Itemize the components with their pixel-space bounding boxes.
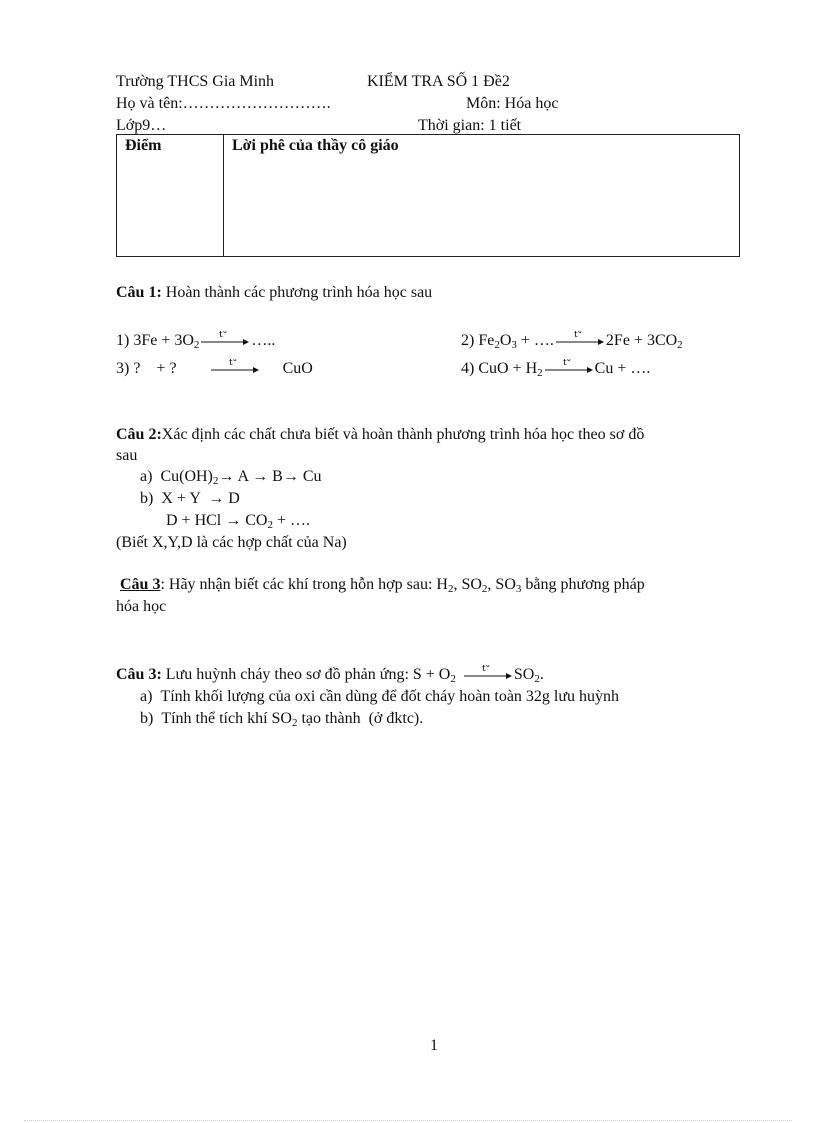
q2-a-label: a) [140, 468, 153, 485]
q4-text-b: SO [513, 666, 535, 683]
q4-sub2: 2 [534, 673, 540, 685]
q4-part-b [140, 709, 423, 729]
eq4-left: CuO + H [478, 360, 538, 377]
q1-prompt [116, 283, 432, 303]
q2-b-eq2-sub: 2 [267, 519, 273, 531]
test-title: KIỂM TRA SỐ 1 Đề2 [367, 73, 510, 90]
q4-label: Câu 3: [116, 666, 162, 683]
q1-eq1 [116, 331, 275, 351]
q1-text: Hoàn thành các phương trình hóa học sau [165, 284, 433, 301]
q3-text-d: bằng phương pháp [521, 576, 645, 593]
eq2-right: 2Fe + 3CO [605, 332, 678, 349]
heat-mark: t° [219, 331, 228, 340]
name-label: Họ và tên:………………………. [116, 95, 331, 112]
q1-eq3 [116, 359, 313, 379]
q3-text-c: , SO [487, 576, 516, 593]
reaction-arrow-icon [556, 331, 604, 347]
subject-label: Môn: Hóa học [466, 95, 559, 112]
eq1-sub: 2 [193, 339, 200, 351]
q3-label: Câu 3 [120, 576, 161, 593]
eq3-num: 3) [116, 360, 130, 377]
q4-text-c: . [539, 666, 544, 683]
q4-prompt [116, 665, 544, 685]
q2-b-eq2a: D + HCl → CO [166, 512, 268, 529]
eq3-left: ? + ? [133, 360, 177, 377]
eq2-right-sub: 2 [677, 339, 683, 351]
q4-text-a: Lưu huỳnh cháy theo sơ đồ phản ứng: S + O [165, 666, 451, 683]
score-header: Điểm [125, 137, 162, 154]
q2-label: Câu 2: [116, 426, 162, 443]
score-cell [117, 135, 224, 257]
q4-a-label: a) [140, 688, 153, 705]
q3-text-a: : Hãy nhận biết các khí trong hỗn hợp sau: H [160, 576, 448, 593]
q4-b-text-b: tạo thành (ở đktc). [297, 710, 424, 727]
eq3-right: CuO [282, 360, 313, 377]
q4-part-a [140, 687, 619, 707]
eq1-num: 1) [116, 332, 130, 349]
eq2-left-a: Fe [478, 332, 495, 349]
q2-note: (Biết X,Y,D là các hợp chất của Na) [116, 534, 347, 551]
q3-sub3: 3 [515, 583, 522, 595]
school-name: Trường THCS Gia Minh [116, 73, 275, 90]
q2-b-label: b) [140, 490, 154, 507]
eq1-left: 3Fe + 3O [133, 332, 194, 349]
eq1-right: ….. [251, 332, 276, 349]
q2-b-eq1: X + Y → D [161, 490, 240, 507]
q1-eq2 [461, 331, 683, 351]
q2-a-sub: 2 [212, 475, 219, 487]
q3-sub2: 2 [481, 583, 488, 595]
eq2-sub-a: 2 [494, 339, 500, 351]
reaction-arrow-icon [211, 359, 259, 375]
comment-cell [224, 135, 740, 257]
q3-text-b: , SO [453, 576, 482, 593]
reaction-arrow-icon [464, 665, 512, 681]
q4-sub1: 2 [450, 673, 456, 685]
eq2-left-c: + …. [516, 332, 554, 349]
q2-text2: sau [116, 447, 138, 464]
eq2-left-b: O [499, 332, 512, 349]
eq4-right: Cu + …. [594, 360, 651, 377]
q4-b-label: b) [140, 710, 154, 727]
heat-mark: t° [228, 359, 237, 368]
eq4-sub: 2 [537, 367, 543, 379]
q2-prompt [116, 425, 644, 445]
page-bottom-divider [24, 1120, 792, 1121]
heat-mark: t° [573, 331, 583, 340]
q2-a-rest: → A → B→ Cu [218, 468, 322, 485]
heat-mark: t° [481, 665, 490, 674]
q4-b-sub: 2 [291, 717, 298, 729]
grade-table [116, 134, 740, 257]
q4-a-text: Tính khối lượng của oxi cần dùng để đốt cháy hoàn toàn 32g lưu huỳnh [160, 688, 620, 705]
time-label: Thời gian: 1 tiết [418, 117, 522, 134]
q2-part-b2 [166, 511, 310, 531]
page-number: 1 [430, 1037, 438, 1054]
comment-header: Lời phê của thầy cô giáo [232, 137, 399, 154]
q2-part-b [140, 489, 240, 509]
q3-text2: hóa học [116, 598, 167, 615]
q1-label: Câu 1: [116, 284, 162, 301]
q3-prompt [120, 575, 645, 595]
q1-eq4 [461, 359, 650, 379]
eq2-sub-b: 3 [511, 339, 517, 351]
q2-part-a [140, 467, 322, 487]
q2-text: Xác định các chất chưa biết và hoàn thành phương trình hóa học theo sơ đồ [161, 426, 645, 443]
heat-mark: t° [562, 359, 571, 368]
reaction-arrow-icon [201, 331, 249, 347]
reaction-arrow-icon [545, 359, 593, 375]
eq2-num: 2) [461, 332, 475, 349]
q2-b-eq2b: + …. [272, 512, 311, 529]
q3-sub1: 2 [447, 583, 454, 595]
eq4-num: 4) [461, 360, 475, 377]
class-label: Lớp9… [116, 117, 167, 134]
q2-a-eq: Cu(OH) [160, 468, 213, 485]
q4-b-text-a: Tính thể tích khí SO [161, 710, 292, 727]
